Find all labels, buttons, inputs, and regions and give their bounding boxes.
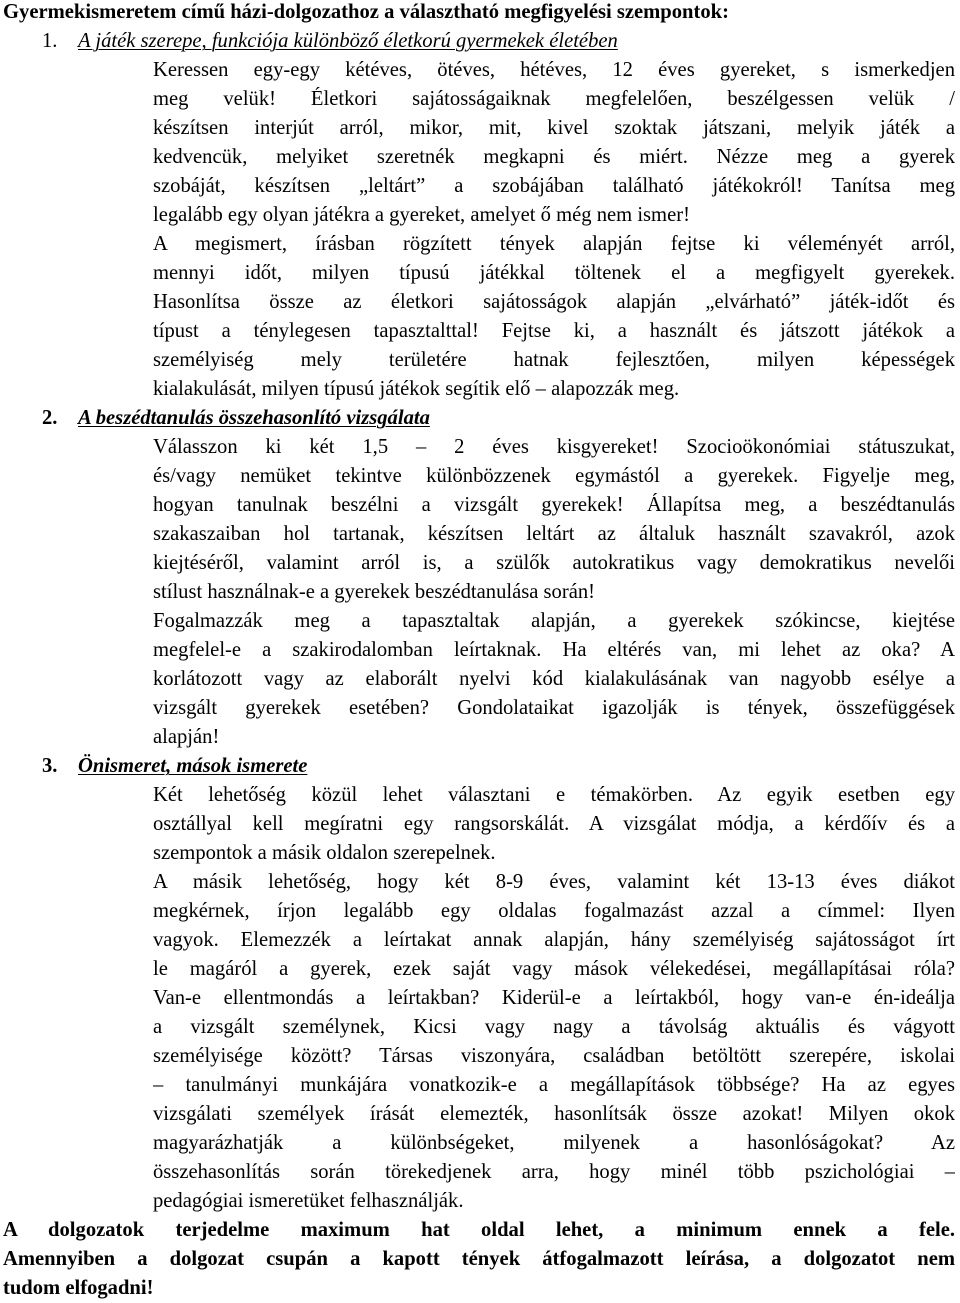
section-2-line: Válasszon ki két 1,5 – 2 éves kisgyereket! Szocioökonómiai státuszukat,: [153, 436, 955, 458]
section-3-line: pedagógiai ismeretüket felhasználják.: [153, 1190, 464, 1212]
section-1-line: legalább egy olyan játékra a gyereket, amelyet ő még nem ismer!: [153, 204, 690, 226]
section-3-line: vizsgálati személyek írását elemezték, hasonlítsák össze azokat! Milyen okok: [153, 1103, 955, 1125]
section-1-line: mennyi időt, milyen típusú játékkal töltenek el a megfigyelt gyerekek.: [153, 262, 955, 284]
document-intro: Gyermekismeretem című házi-dolgozathoz a választható megfigyelési szempontok:: [3, 1, 729, 23]
section-1-line: Keressen egy-egy kétéves, ötéves, hétéves, 12 éves gyereket, s ismerkedjen: [153, 59, 955, 81]
section-2-line: kiejtéséről, valamint arról is, a szülők autokratikus vagy demokratikus nevelői: [153, 552, 955, 574]
section-1-line: típust a ténylegesen tapasztalttal! Fejtse ki, a használt és játszott játékok a: [153, 320, 955, 342]
section-2-line: korlátozott vagy az elaborált nyelvi kód kialakulásának van nagyobb esélye a: [153, 668, 955, 690]
section-3-line: magyarázhatják a különbségeket, milyenek a hasonlóságokat? Az: [153, 1132, 955, 1154]
section-1-line: személyiség mely területére hatnak fejlesztően, milyen képességek: [153, 349, 955, 371]
section-2-number: 2.: [42, 407, 58, 429]
section-1-number: 1.: [42, 30, 58, 52]
section-1-line: A megismert, írásban rögzített tények alapján fejtse ki véleményét arról,: [153, 233, 955, 255]
section-3-line: szempontok a másik oldalon szerepelnek.: [153, 842, 496, 864]
closing-note-line: Amennyiben a dolgozat csupán a kapott tények átfogalmazott leírása, a dolgozatot nem: [3, 1248, 955, 1270]
section-2-line: hogyan tanulnak beszélni a vizsgált gyerekek! Állapítsa meg, a beszédtanulás: [153, 494, 955, 516]
section-3-number: 3.: [42, 755, 58, 777]
section-3-line: Két lehetőség közül lehet választani e témakörben. Az egyik esetben egy: [153, 784, 955, 806]
section-3-title: Önismeret, mások ismerete: [78, 755, 308, 777]
section-3-line: megkérnek, írjon legalább egy oldalas fogalmazást azzal a címmel: Ilyen: [153, 900, 955, 922]
section-3-line: Van-e ellentmondás a leírtakban? Kiderül-e a leírtakból, hogy van-e én-ideálja: [153, 987, 955, 1009]
section-3-line: személyisége között? Társas viszonyára, családban betöltött szerepére, iskolai: [153, 1045, 955, 1067]
section-2-line: stílust használnak-e a gyerekek beszédtanulása során!: [153, 581, 596, 603]
section-3-line: a vizsgált személynek, Kicsi vagy nagy a távolság aktuális és vágyott: [153, 1016, 955, 1038]
section-2-line: vizsgált gyerekek esetében? Gondolataikat igazolják is tények, összefüggések: [153, 697, 955, 719]
section-2-line: és/vagy nemüket tekintve különbözzenek egymástól a gyerekek. Figyelje meg,: [153, 465, 955, 487]
section-1-line: kedvencük, melyiket szeretnék megkapni és miért. Nézze meg a gyerek: [153, 146, 955, 168]
section-2-line: szakaszaiban hol tartanak, készítsen leltárt az általuk használt szavakról, azok: [153, 523, 955, 545]
closing-note-line: A dolgozatok terjedelme maximum hat oldal lehet, a minimum ennek a fele.: [3, 1219, 955, 1241]
section-2-line: megfelel-e a szakirodalomban leírtaknak. Ha eltérés van, mi lehet az oka? A: [153, 639, 955, 661]
section-3-line: osztállyal kell megíratni egy rangsorskálát. A vizsgálat módja, a kérdőív és a: [153, 813, 955, 835]
section-1-title: A játék szerepe, funkciója különböző életkorú gyermekek életében: [78, 30, 618, 52]
section-1-line: Hasonlítsa össze az életkori sajátosságok alapján „elvárható” játék-időt és: [153, 291, 955, 313]
section-2-title: A beszédtanulás összehasonlító vizsgálata: [78, 407, 430, 429]
section-1-line: szobáját, készítsen „leltárt” a szobájában található játékokról! Tanítsa meg: [153, 175, 955, 197]
closing-note-line: tudom elfogadni!: [3, 1277, 154, 1299]
section-3-line: – tanulmányi munkájára vonatkozik-e a megállapítások többsége? Ha az egyes: [153, 1074, 955, 1096]
section-2-line: alapján!: [153, 726, 220, 748]
section-2-line: Fogalmazzák meg a tapasztaltak alapján, a gyerekek szókincse, kiejtése: [153, 610, 955, 632]
section-1-line: meg velük! Életkori sajátosságaiknak megfelelően, beszélgessen velük /: [153, 88, 955, 110]
section-3-line: összehasonlítás során törekedjenek arra, hogy minél több pszichológiai –: [153, 1161, 955, 1183]
section-1-line: kialakulását, milyen típusú játékok segítik elő – alapozzák meg.: [153, 378, 680, 400]
section-3-line: vagyok. Elemezzék a leírtakat annak alapján, hány személyiség sajátosságot írt: [153, 929, 955, 951]
section-3-line: le magáról a gyerek, ezek saját vagy mások vélekedései, megállapításai róla?: [153, 958, 955, 980]
section-3-line: A másik lehetőség, hogy két 8-9 éves, valamint két 13-13 éves diákot: [153, 871, 955, 893]
section-1-line: készítsen interjút arról, mikor, mit, kivel szoktak játszani, melyik játék a: [153, 117, 955, 139]
